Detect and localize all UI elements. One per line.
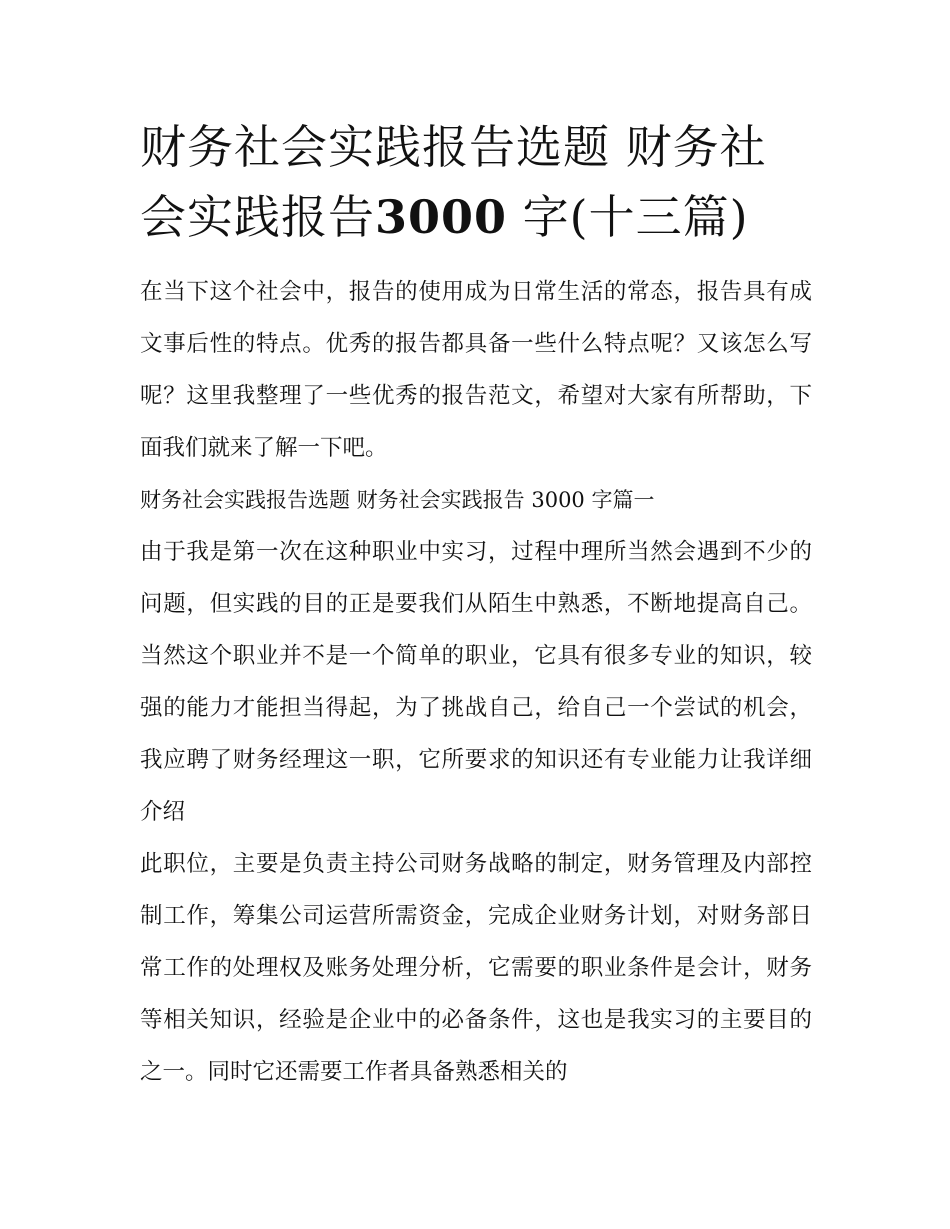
intro-paragraph: 在当下这个社会中，报告的使用成为日常生活的常态，报告具有成文事后性的特点。优秀的报告都具备一些什么特点呢？又该怎么写呢？这里我整理了一些优秀的报告范文，希望对大家有所帮助，下面我们就来了解一下吧。 [140,279,812,461]
document-title [140,112,812,252]
document-page [140,112,812,1098]
body-paragraph-2: 此职位，主要是负责主持公司财务战略的制定，财务管理及内部控制工作，筹集公司运营所需资金，完成企业财务计划，对财务部日常工作的处理权及账务处理分析，它需要的职业条件是会计，财务等相关知识，经验是企业中的必备条件，这也是我实习的主要目的之一。同时它还需要工作者具备熟悉相关的 [140,851,812,1085]
title-number: 3000 [375,190,508,244]
body-paragraph-1: 由于我是第一次在这种职业中实习，过程中理所当然会遇到不少的问题，但实践的目的正是要我们从陌生中熟悉，不断地提高自己。当然这个职业并不是一个简单的职业，它具有很多专业的知识，较强的能力才能担当得起，为了挑战自己，给自己一个尝试的机会，我应聘了财务经理这一职，它所要求的知识还有专业能力让我详细介绍 [140,539,812,825]
section-heading: 财务社会实践报告选题 财务社会实践报告 3000 字篇一 [140,488,655,512]
title-text-part1: 财务社会实践报告选题 财务社会实践报告 [140,120,767,244]
title-text-part2: 字(十三篇) [507,190,749,244]
